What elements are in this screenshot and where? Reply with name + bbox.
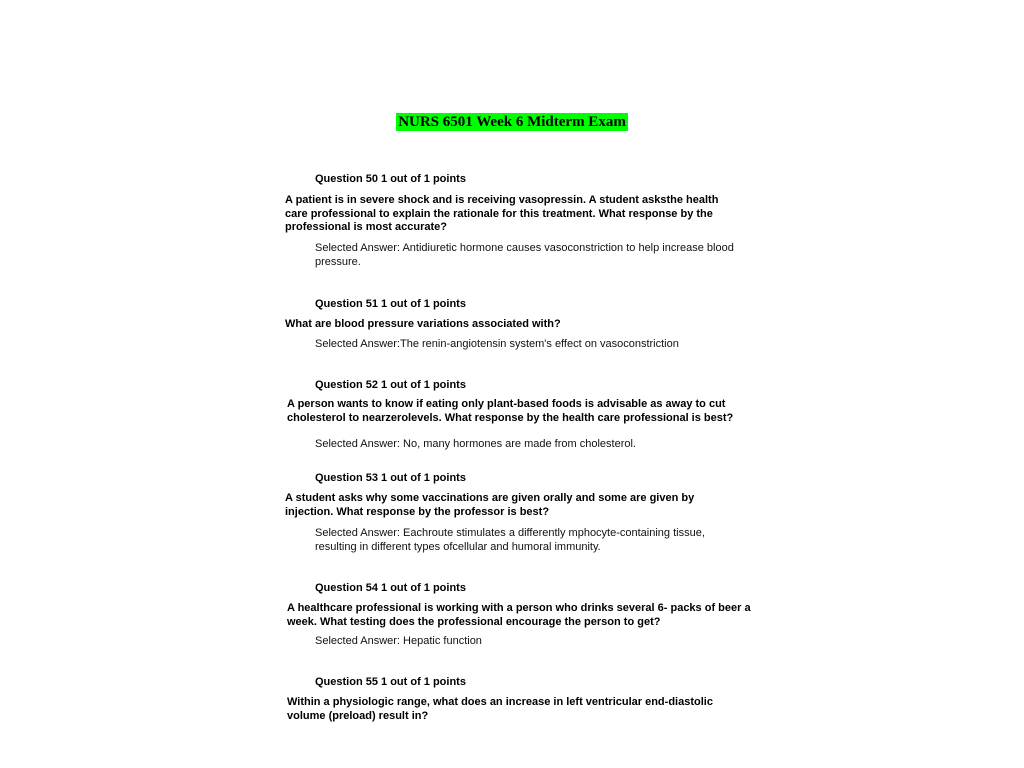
page-title: NURS 6501 Week 6 Midterm Exam	[398, 114, 626, 130]
selected-answer: Selected Answer: Antidiuretic hormone causes vasoconstriction to help increase blood pressure.	[315, 242, 734, 268]
question-text: A patient is in severe shock and is receiving vasopressin. A student asksthe health care professional to explain the rationale for this treatment. What response by the professional is most accurate?	[285, 194, 719, 233]
question-text: Within a physiologic range, what does an increase in left ventricular end-diastolic volume (preload) result in?	[287, 696, 713, 722]
selected-answer: Selected Answer: No, many hormones are made from cholesterol.	[315, 438, 636, 450]
question-text: A healthcare professional is working with a person who drinks several 6- packs of beer a week. What testing does the professional encourage the person to get?	[287, 602, 751, 628]
question-header: Question 54 1 out of 1 points	[315, 582, 466, 594]
question-text: What are blood pressure variations associated with?	[285, 318, 561, 330]
selected-answer: Selected Answer: Hepatic function	[315, 635, 482, 647]
question-text: A person wants to know if eating only plant-based foods is advisable as away to cut cholesterol to nearzerolevels. What response by the health care professional is best?	[287, 398, 734, 424]
title-container	[0, 113, 1024, 131]
selected-answer: Selected Answer:The renin-angiotensin system's effect on vasoconstriction	[315, 338, 679, 350]
question-header: Question 50 1 out of 1 points	[315, 173, 466, 185]
selected-answer: Selected Answer: Eachroute stimulates a differently mphocyte-containing tissue, resulting in different types ofcellular and humoral immunity.	[315, 527, 705, 553]
question-header: Question 51 1 out of 1 points	[315, 298, 466, 310]
question-header: Question 53 1 out of 1 points	[315, 472, 466, 484]
question-header: Question 52 1 out of 1 points	[315, 379, 466, 391]
question-header: Question 55 1 out of 1 points	[315, 676, 466, 688]
question-text: A student asks why some vaccinations are given orally and some are given by injection. What response by the professor is best?	[285, 492, 695, 518]
